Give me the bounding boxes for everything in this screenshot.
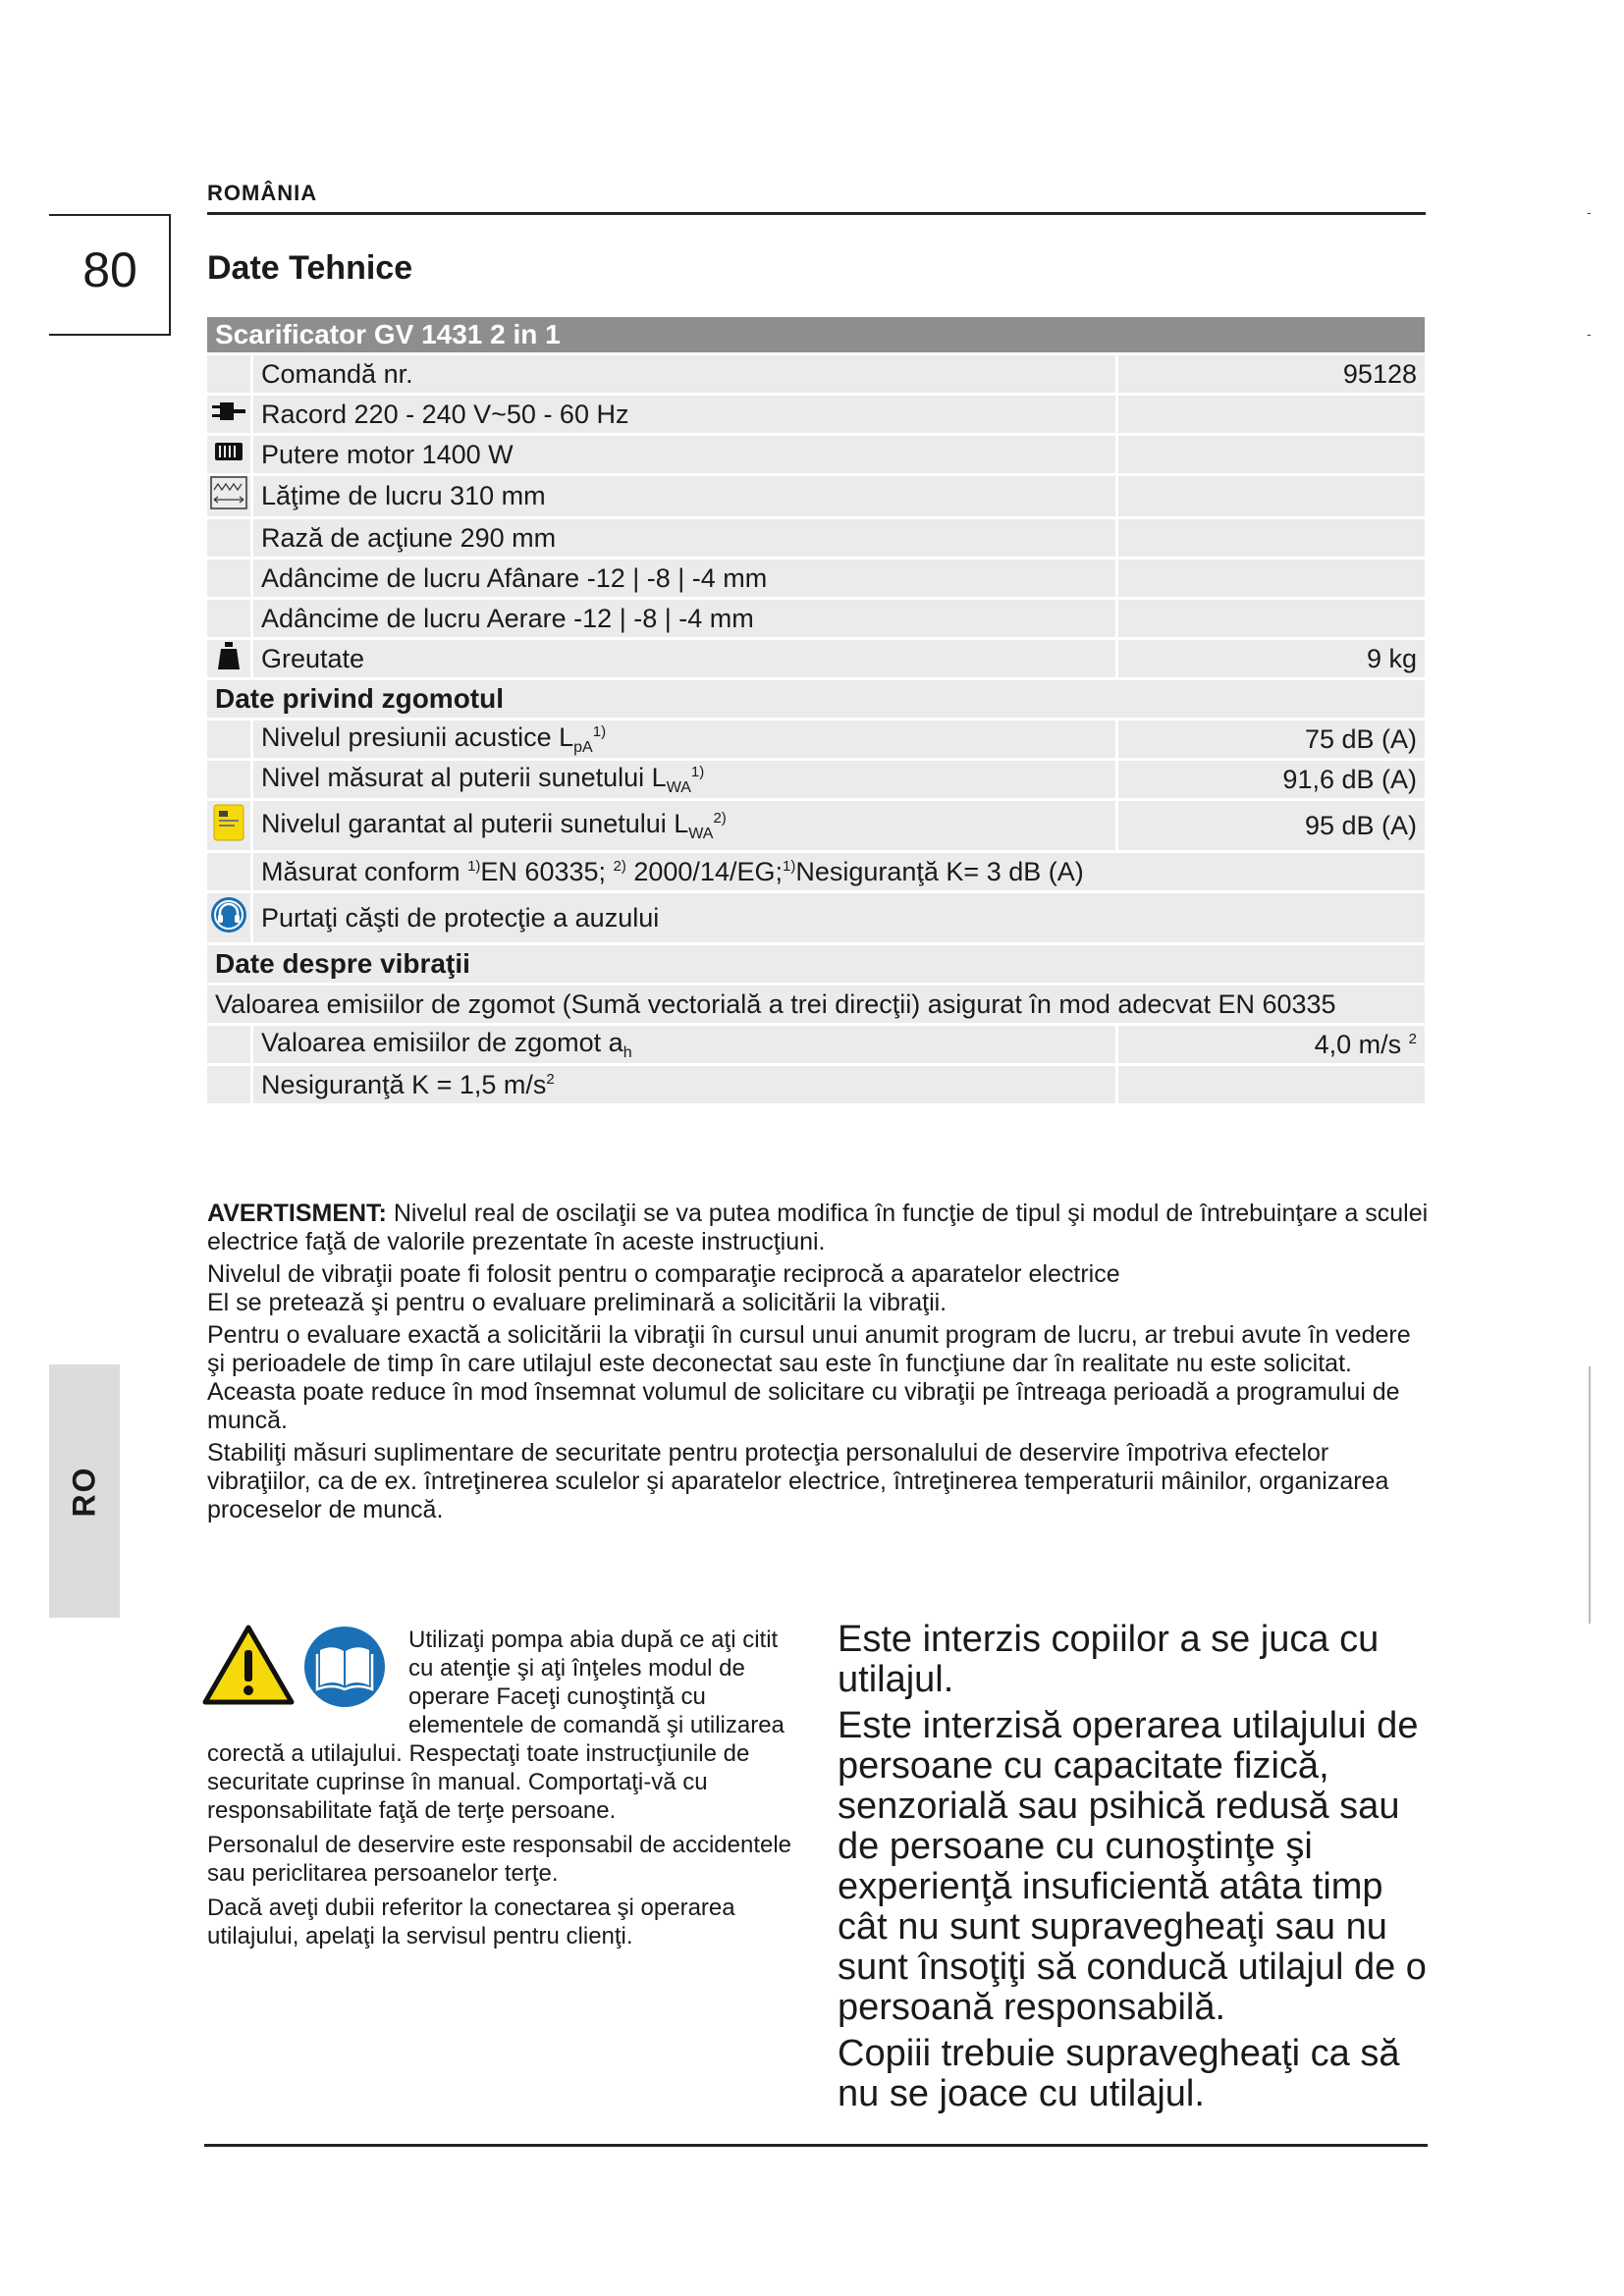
noise-heading: Date privind zgomotul bbox=[207, 680, 1425, 718]
spec-value bbox=[1118, 436, 1425, 473]
noise-label: Nivelul garantat al puterii sunetului $L_{WA}^{2)}$ bbox=[253, 801, 1115, 850]
table-row bbox=[207, 761, 1425, 798]
table-row bbox=[207, 600, 1425, 637]
table-row bbox=[207, 853, 1425, 890]
measured-standard: Măsurat conform $^{1)}$EN 60335; $^{2)}$ 2000/14/EG;$^{1)}$Nesiguranţă K= 3 dB (A) bbox=[253, 853, 1425, 890]
child-safety-paragraph: Este interzis copiilor a se juca cu utilajul. bbox=[838, 1619, 1380, 1700]
noise-heading-row bbox=[207, 680, 1425, 718]
spec-table-title: Scarificator GV 1431 2 in 1 bbox=[207, 317, 1425, 352]
child-safety-paragraph: Este interzisă operarea utilajului de persoane cu capacitate fizică, senzorială sau psihică redusă sau de persoane cu cunoştinţe şi experienţă insuficientă atâta timp cât nu sunt supravegheaţi sau nu sunt însoţiţi să conducă utilajul de o persoană responsabilă. bbox=[838, 1705, 1427, 2028]
vibration-label: Valoarea emisiilor de zgomot $a_h$ bbox=[253, 1026, 1115, 1063]
warning-paragraph: Nivelul de vibraţii poate fi folosit pentru o comparaţie reciprocă a aparatelor electrice bbox=[207, 1260, 1120, 1288]
vibration-label: Nesiguranţă K = 1,5 $m/s^2$ bbox=[253, 1066, 1115, 1103]
noise-label-icon bbox=[213, 804, 244, 841]
spec-table-header bbox=[207, 317, 1425, 352]
safety-instructions-right bbox=[838, 1620, 1436, 2120]
table-row bbox=[207, 519, 1425, 557]
table-row bbox=[207, 640, 1425, 677]
table-row bbox=[207, 801, 1425, 850]
table-row bbox=[207, 355, 1425, 393]
weight-icon bbox=[216, 641, 242, 670]
language-side-tab-label: RO bbox=[66, 1466, 102, 1517]
spec-value: 9 kg bbox=[1118, 640, 1425, 677]
vibration-intro: Valoarea emisiilor de zgomot (Sumă vectorială a trei direcţii) asigurat în mod adecvat EN 60335 bbox=[207, 986, 1425, 1023]
safety-paragraph: Personalul de deservire este responsabil de accidentele sau periclitarea persoanelor terţe. bbox=[207, 1832, 792, 1887]
table-row bbox=[207, 476, 1425, 516]
vibration-heading-row bbox=[207, 945, 1425, 983]
spec-table bbox=[204, 314, 1428, 1106]
table-row bbox=[207, 721, 1425, 758]
spec-value bbox=[1118, 560, 1425, 597]
table-row bbox=[207, 986, 1425, 1023]
safety-paragraph: Utilizaţi pompa abia după ce aţi citit cu atenţie şi aţi înţeles modul de operare Faceţi cunoştinţă cu elementele de comandă şi utilizarea corectă a utilajului. Respectaţi toate instrucţiunile de securitate cuprinse în manual. Comportaţi-vă cu responsabilitate faţă de terţe persoane. bbox=[207, 1627, 785, 1824]
vibration-warning bbox=[207, 1200, 1435, 1528]
header-rule bbox=[207, 212, 1426, 215]
spec-value bbox=[1118, 476, 1425, 516]
child-safety-paragraph: Copiii trebuie supravegheaţi ca să nu se joace cu utilajul. bbox=[838, 2033, 1400, 2114]
page-number: 80 bbox=[82, 242, 137, 297]
noise-value: 91,6 dB (A) bbox=[1118, 761, 1425, 798]
safety-paragraph: Dacă aveţi dubii referitor la conectarea şi operarea utilajului, apelaţi la servisul pentru clienţi. bbox=[207, 1895, 735, 1949]
table-row bbox=[207, 396, 1425, 433]
spec-label: Rază de acţiune 290 mm bbox=[253, 519, 1115, 557]
country-label: ROMÂNIA bbox=[207, 181, 318, 205]
spec-label: Adâncime de lucru Aerare -12 | -8 | -4 mm bbox=[253, 600, 1115, 637]
spec-value bbox=[1118, 600, 1425, 637]
footer-rule bbox=[204, 2144, 1428, 2147]
spec-value bbox=[1118, 519, 1425, 557]
motor-icon bbox=[212, 440, 245, 463]
ear-protection-label: Purtaţi căşti de protecţie a auzului bbox=[253, 893, 1425, 942]
table-row bbox=[207, 560, 1425, 597]
noise-label: Nivel măsurat al puterii sunetului $L_{WA}^{1)}$ bbox=[253, 761, 1115, 798]
safety-instructions-left bbox=[207, 1626, 796, 1956]
noise-value: 95 dB (A) bbox=[1118, 801, 1425, 850]
margin-mark: - bbox=[1587, 326, 1592, 342]
plug-icon bbox=[212, 400, 245, 423]
spec-label: Racord 220 - 240 V~50 - 60 Hz bbox=[253, 396, 1115, 433]
noise-label: Nivelul presiunii acustice $L_{pA}^{1)}$ bbox=[253, 721, 1115, 758]
spec-label: Comandă nr. bbox=[253, 355, 1115, 393]
ear-protection-icon bbox=[210, 896, 247, 934]
spec-value: 95128 bbox=[1118, 355, 1425, 393]
margin-mark: - bbox=[1587, 204, 1592, 220]
noise-value: 75 dB (A) bbox=[1118, 721, 1425, 758]
warning-paragraph: AVERTISMENT: Nivelul real de oscilaţii se va putea modifica în funcţie de tipul şi modul de întrebuinţare a sculei electrice faţă de valorile prezentate în aceste instrucţiuni. bbox=[207, 1200, 1429, 1255]
warning-paragraph: Pentru o evaluare exactă a solicitării la vibraţii în cursul unui anumit program de lucru, ar trebui avute în vedere şi perioadele de timp în care utilajul este deconectat sau este în funcţiune dar în realitate nu este solicitat. Aceasta poate reduce în mod însemnat volumul de solicitare cu vibraţii pe întreaga perioadă a programului de muncă. bbox=[207, 1321, 1411, 1434]
warning-paragraph: Stabiliţi măsuri suplimentare de securitate pentru protecţia personalului de deservire împotriva efectelor vibraţiilor, ca de ex. întreţinerea sculelor şi aparatelor electrice, întreţinerea temperaturii mâinilor, organizarea proceselor de muncă. bbox=[207, 1439, 1389, 1523]
spec-label: Putere motor 1400 W bbox=[253, 436, 1115, 473]
vibration-value bbox=[1118, 1066, 1425, 1103]
edge-line bbox=[1589, 1366, 1591, 1624]
spec-value bbox=[1118, 396, 1425, 433]
table-row bbox=[207, 436, 1425, 473]
vibration-heading: Date despre vibraţii bbox=[207, 945, 1425, 983]
table-row bbox=[207, 893, 1425, 942]
table-row bbox=[207, 1026, 1425, 1063]
spec-label: Lăţime de lucru 310 mm bbox=[253, 476, 1115, 516]
spec-label: Adâncime de lucru Afânare -12 | -8 | -4 mm bbox=[253, 560, 1115, 597]
spec-label: Greutate bbox=[253, 640, 1115, 677]
vibration-value: 4,0 m/s $^2$ bbox=[1118, 1026, 1425, 1063]
warning-paragraph: El se pretează şi pentru o evaluare preliminară a solicitării la vibraţii. bbox=[207, 1289, 947, 1316]
width-icon bbox=[210, 476, 247, 509]
table-row bbox=[207, 1066, 1425, 1103]
section-title: Date Tehnice bbox=[207, 249, 413, 287]
